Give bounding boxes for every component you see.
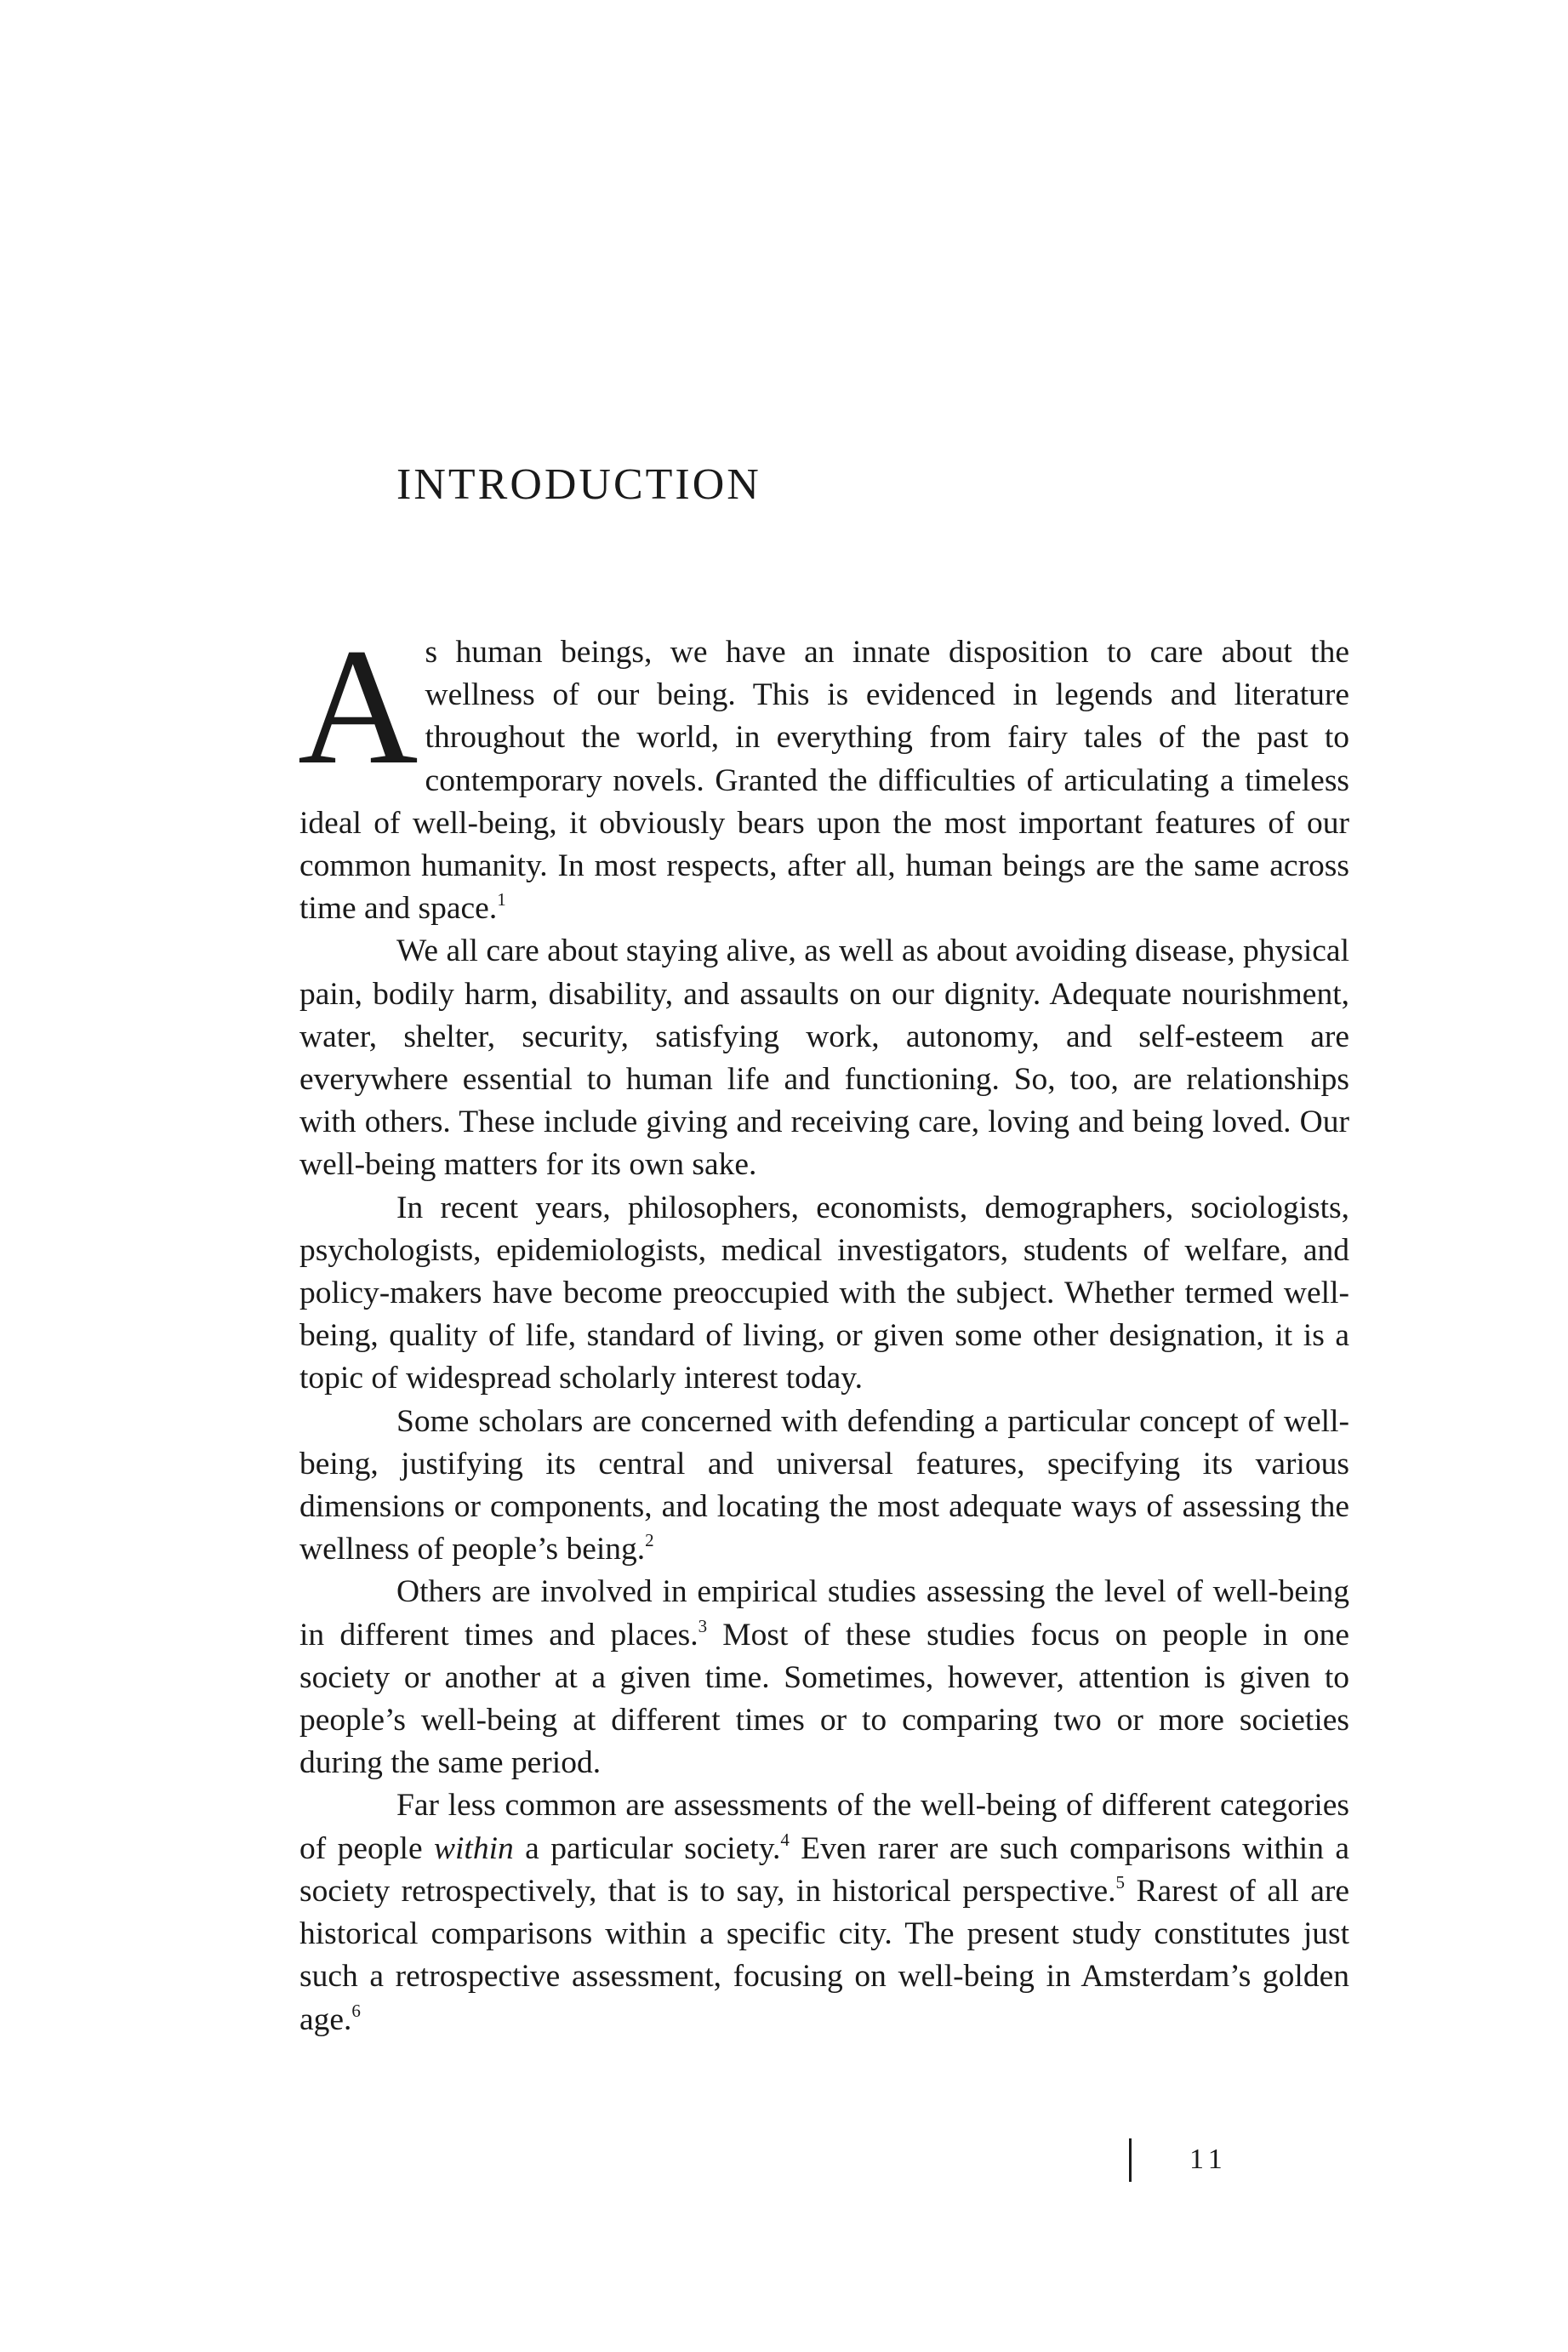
paragraph-5-text-b: Most of these studies focus on people in one society or another at a given time. Sometimes, however, attention is given to people’s well-being at different times or to comparing two or more societies during the same period.: [299, 1617, 1349, 1781]
paragraph-6-text-a: Far less common are assessments of the well-being of different categories of people: [299, 1788, 1349, 1866]
paragraph-1: [298, 614, 1349, 930]
paragraph-6-text-c: Even rarer are such comparisons within a society retrospectively, that is to say, in historical perspective.: [299, 1830, 1349, 1909]
footnote-ref-4[interactable]: 4: [780, 1829, 790, 1850]
paragraph-6-text-b: a particular society.: [513, 1830, 781, 1866]
chapter-title: INTRODUCTION: [396, 460, 761, 509]
footnote-ref-5[interactable]: 5: [1115, 1871, 1126, 1892]
paragraph-6: [299, 1784, 1349, 2041]
paragraph-1-text: s human beings, we have an innate disposition to care about the wellness of our being. This is evidenced in legends and literature throughout the world, in everything from fairy tales of the past to contemporary novels. Granted the difficulties of articulating a timeless ideal of well-being, it obviously bears upon the most important features of our common humanity. In most respects, after all, human beings are the same across time and space.: [299, 635, 1349, 927]
drop-cap: A: [298, 614, 419, 799]
paragraph-5-text-a: Others are involved in empirical studies assessing the level of well-being in different times and places.: [299, 1574, 1349, 1653]
paragraph-3-text: In recent years, philosophers, economists, demographers, sociologists, psychologists, epidemiologists, medical investigators, students of welfare, and policy-makers have become preoccupied with the subject. Whether termed well-being, quality of life, standard of living, or given some other designation, it is a topic of widespread scholarly interest today.: [299, 1190, 1349, 1396]
footnote-ref-1[interactable]: 1: [497, 889, 506, 911]
paragraph-4: [299, 1401, 1349, 1572]
body-text: [298, 614, 1350, 2041]
paragraph-2: [299, 930, 1349, 1186]
emphasis-within: within: [433, 1830, 514, 1866]
footnote-ref-6[interactable]: 6: [351, 2000, 361, 2021]
paragraph-4-text: Some scholars are concerned with defending a particular concept of well-being, justifying its central and universal features, specifying its various dimensions or components, and locating the most adequate ways of assessing the wellness of people’s being.: [299, 1403, 1349, 1567]
footnote-ref-3[interactable]: 3: [698, 1615, 708, 1636]
paragraph-6-text-d: Rarest of all are historical comparisons within a specific city. The present study constitutes just such a retrospective assessment, focusing on well-being in Amsterdam’s golden age.: [299, 1873, 1350, 2037]
page-number: 11: [1189, 2144, 1228, 2175]
page-number-rule: [1129, 2138, 1132, 2182]
footnote-ref-2[interactable]: 2: [645, 1530, 654, 1551]
paragraph-5: [299, 1571, 1349, 1784]
paragraph-2-text: We all care about staying alive, as well as about avoiding disease, physical pain, bodily harm, disability, and assaults on our dignity. Adequate nourishment, water, shelter, security, satisfying work, autonomy, and self-esteem are everywhere essential to human life and functioning. So, too, are relationships with others. These include giving and receiving care, loving and being loved. Our well-being matters for its own sake.: [299, 933, 1349, 1183]
paragraph-3: [299, 1187, 1349, 1401]
